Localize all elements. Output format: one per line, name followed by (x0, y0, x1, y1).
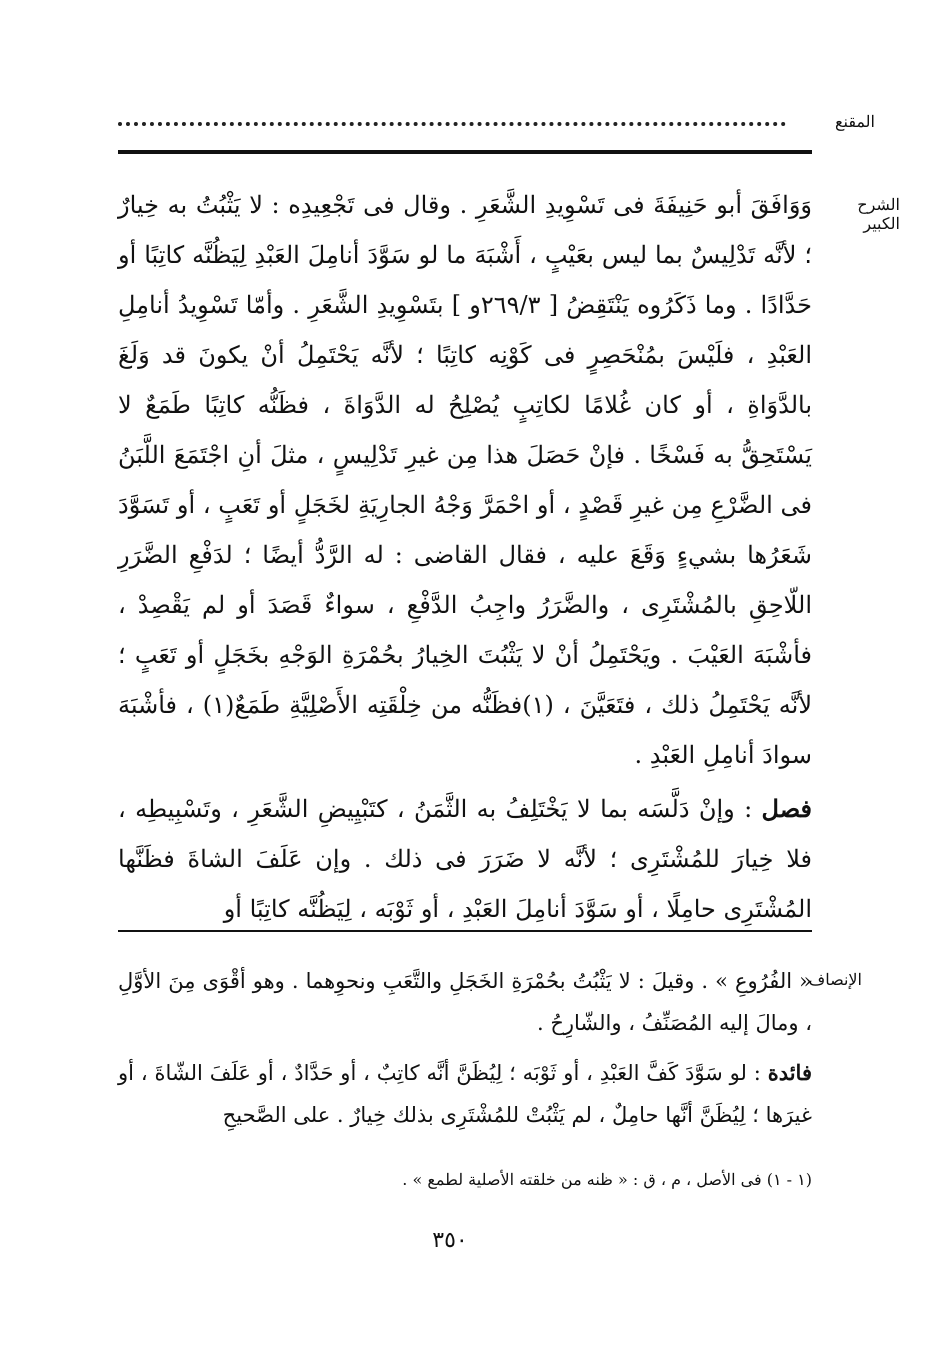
page-number: ٣٥٠ (432, 1228, 468, 1253)
footnote: (١ - ١) فى الأصل ، م ، ق : « ظنه من خلقته الأصلية لطمع » . (402, 1170, 812, 1189)
header-dotted-line (118, 112, 786, 126)
margin-label-insaf: الإنصاف (808, 970, 862, 989)
faida-paragraph (118, 1052, 812, 1136)
main-text-block (118, 180, 812, 934)
faida-heading: فائدة (767, 1060, 812, 1085)
main-paragraph: وَوَافَقَ أبو حَنِيفَةَ فى تَسْوِيدِ الشَّعَرِ . وقال فى تَجْعِيدِه : لا يَثْبُتُ به خِيارٌ ؛ لأنَّه تَدْلِيسٌ بما ليس بعَيْبٍ ، أَشْبَهَ ما لو سَوَّدَ أنامِلَ العَبْدِ لِيَظُنَّه كاتِبًا أو حَدَّادًا . وما ذَكَرُوه يَنْتَقِضُ [ ٢٦٩/٣و ] بتَسْوِيدِ الشَّعَرِ . وأمّا تَسْوِيدُ أنامِلِ العَبْدِ ، فلَيْسَ بمُنْحَصِرٍ فى كَوْنِه كاتِبًا ؛ لأنَّه يَحْتَمِلُ أنْ يكونَ قد وَلَغَ بالدَّوَاةِ ، أو كان غُلامًا لكاتِبٍ يُصْلِحُ له الدَّوَاةَ ، فظَنُّه كاتِبًا طَمَعٌ لا يَسْتَحِقُّ به فَسْخًا . فإنْ حَصَلَ هذا مِن غيرِ تَدْلِيسٍ ، مثلَ أنِ اجْتَمَعَ اللَّبَنُ فى الضَّرْعِ مِن غيرِ قَصْدٍ ، أو احْمَرَّ وَجْهُ الجارِيَةِ لخَجَلٍ أو تَعَبٍ ، أو تَسَوَّدَ شَعَرُها بشيءٍ وَقَعَ عليه ، فقال القاضى : له الرَّدُّ أيضًا ؛ لدَفْعِ الضَّرَرِ اللّاحِقِ بالمُشْتَرِى ، والضَّرَرُ واجِبُ الدَّفْعِ ، سواءٌ قَصَدَ أو لم يَقْصِدْ ، فأشْبَهَ العَيْبَ . ويَحْتَمِلُ أنْ لا يَثْبُتَ الخِيارُ بحُمْرَةِ الوَجْهِ بخَجَلٍ أو تَعَبٍ ؛ لأنَّه يَحْتَمِلُ ذلك ، فتَعَيَّنَ ، (١)فظَنُّه من خِلْقَتِه الأَصْلِيَّةِ طَمَعٌ(١) ، فأشْبَهَ سوادَ أنامِلِ العَبْدِ . (118, 191, 813, 769)
section-divider (118, 930, 812, 932)
insaf-text-block (118, 960, 812, 1136)
faida-text: : لو سَوَّدَ كَفَّ العَبْدِ ، أو ثَوْبَه ؛ لِيُظَنَّ أنَّه كاتِبٌ ، أو حَدَّادٌ ، أو عَلَفَ الشّاةَ ، أو غيرَها ؛ لِيُظَنَّ أنَّها حامِلٌ ، لم يَثْبُتْ للمُشْتَرِى بذلك خِيارٌ . على الصَّحيحِ (118, 1061, 812, 1127)
fasl-heading: فصل (761, 794, 812, 823)
fasl-text: : وإنْ دَلَّسَه بما لا يَخْتَلِفُ به الثَّمَنُ ، كتَبْيِيضِ الشَّعَرِ ، وتَسْبِيطِه ، فلا خِيارَ للمُشْتَرِى ؛ لأنَّه لا ضَرَرَ فى ذلك . وإن عَلَفَ الشاةَ فظَنَّها المُشْتَرِى حامِلًا ، أو سَوَّدَ أنامِلَ العَبْدِ ، أو ثَوْبَه ، لِيَظُنَّه كاتِبًا أو (118, 795, 812, 923)
insaf-paragraph: « الفُرُوعِ » . وقيلَ : لا يَثْبُتُ بحُمْرَةِ الخَجَلِ والتَّعَبِ ونحوِهما . وهو أقْوَى مِنَ الأوَّلِ ، ومالَ إليه المُصَنِّفُ ، والشّارِحُ . (118, 969, 812, 1035)
fasl-paragraph (118, 784, 812, 934)
running-header-title: المقنع (834, 112, 875, 131)
header-rule (118, 150, 812, 154)
margin-label-sharh: الشرح الكبير (857, 195, 900, 233)
